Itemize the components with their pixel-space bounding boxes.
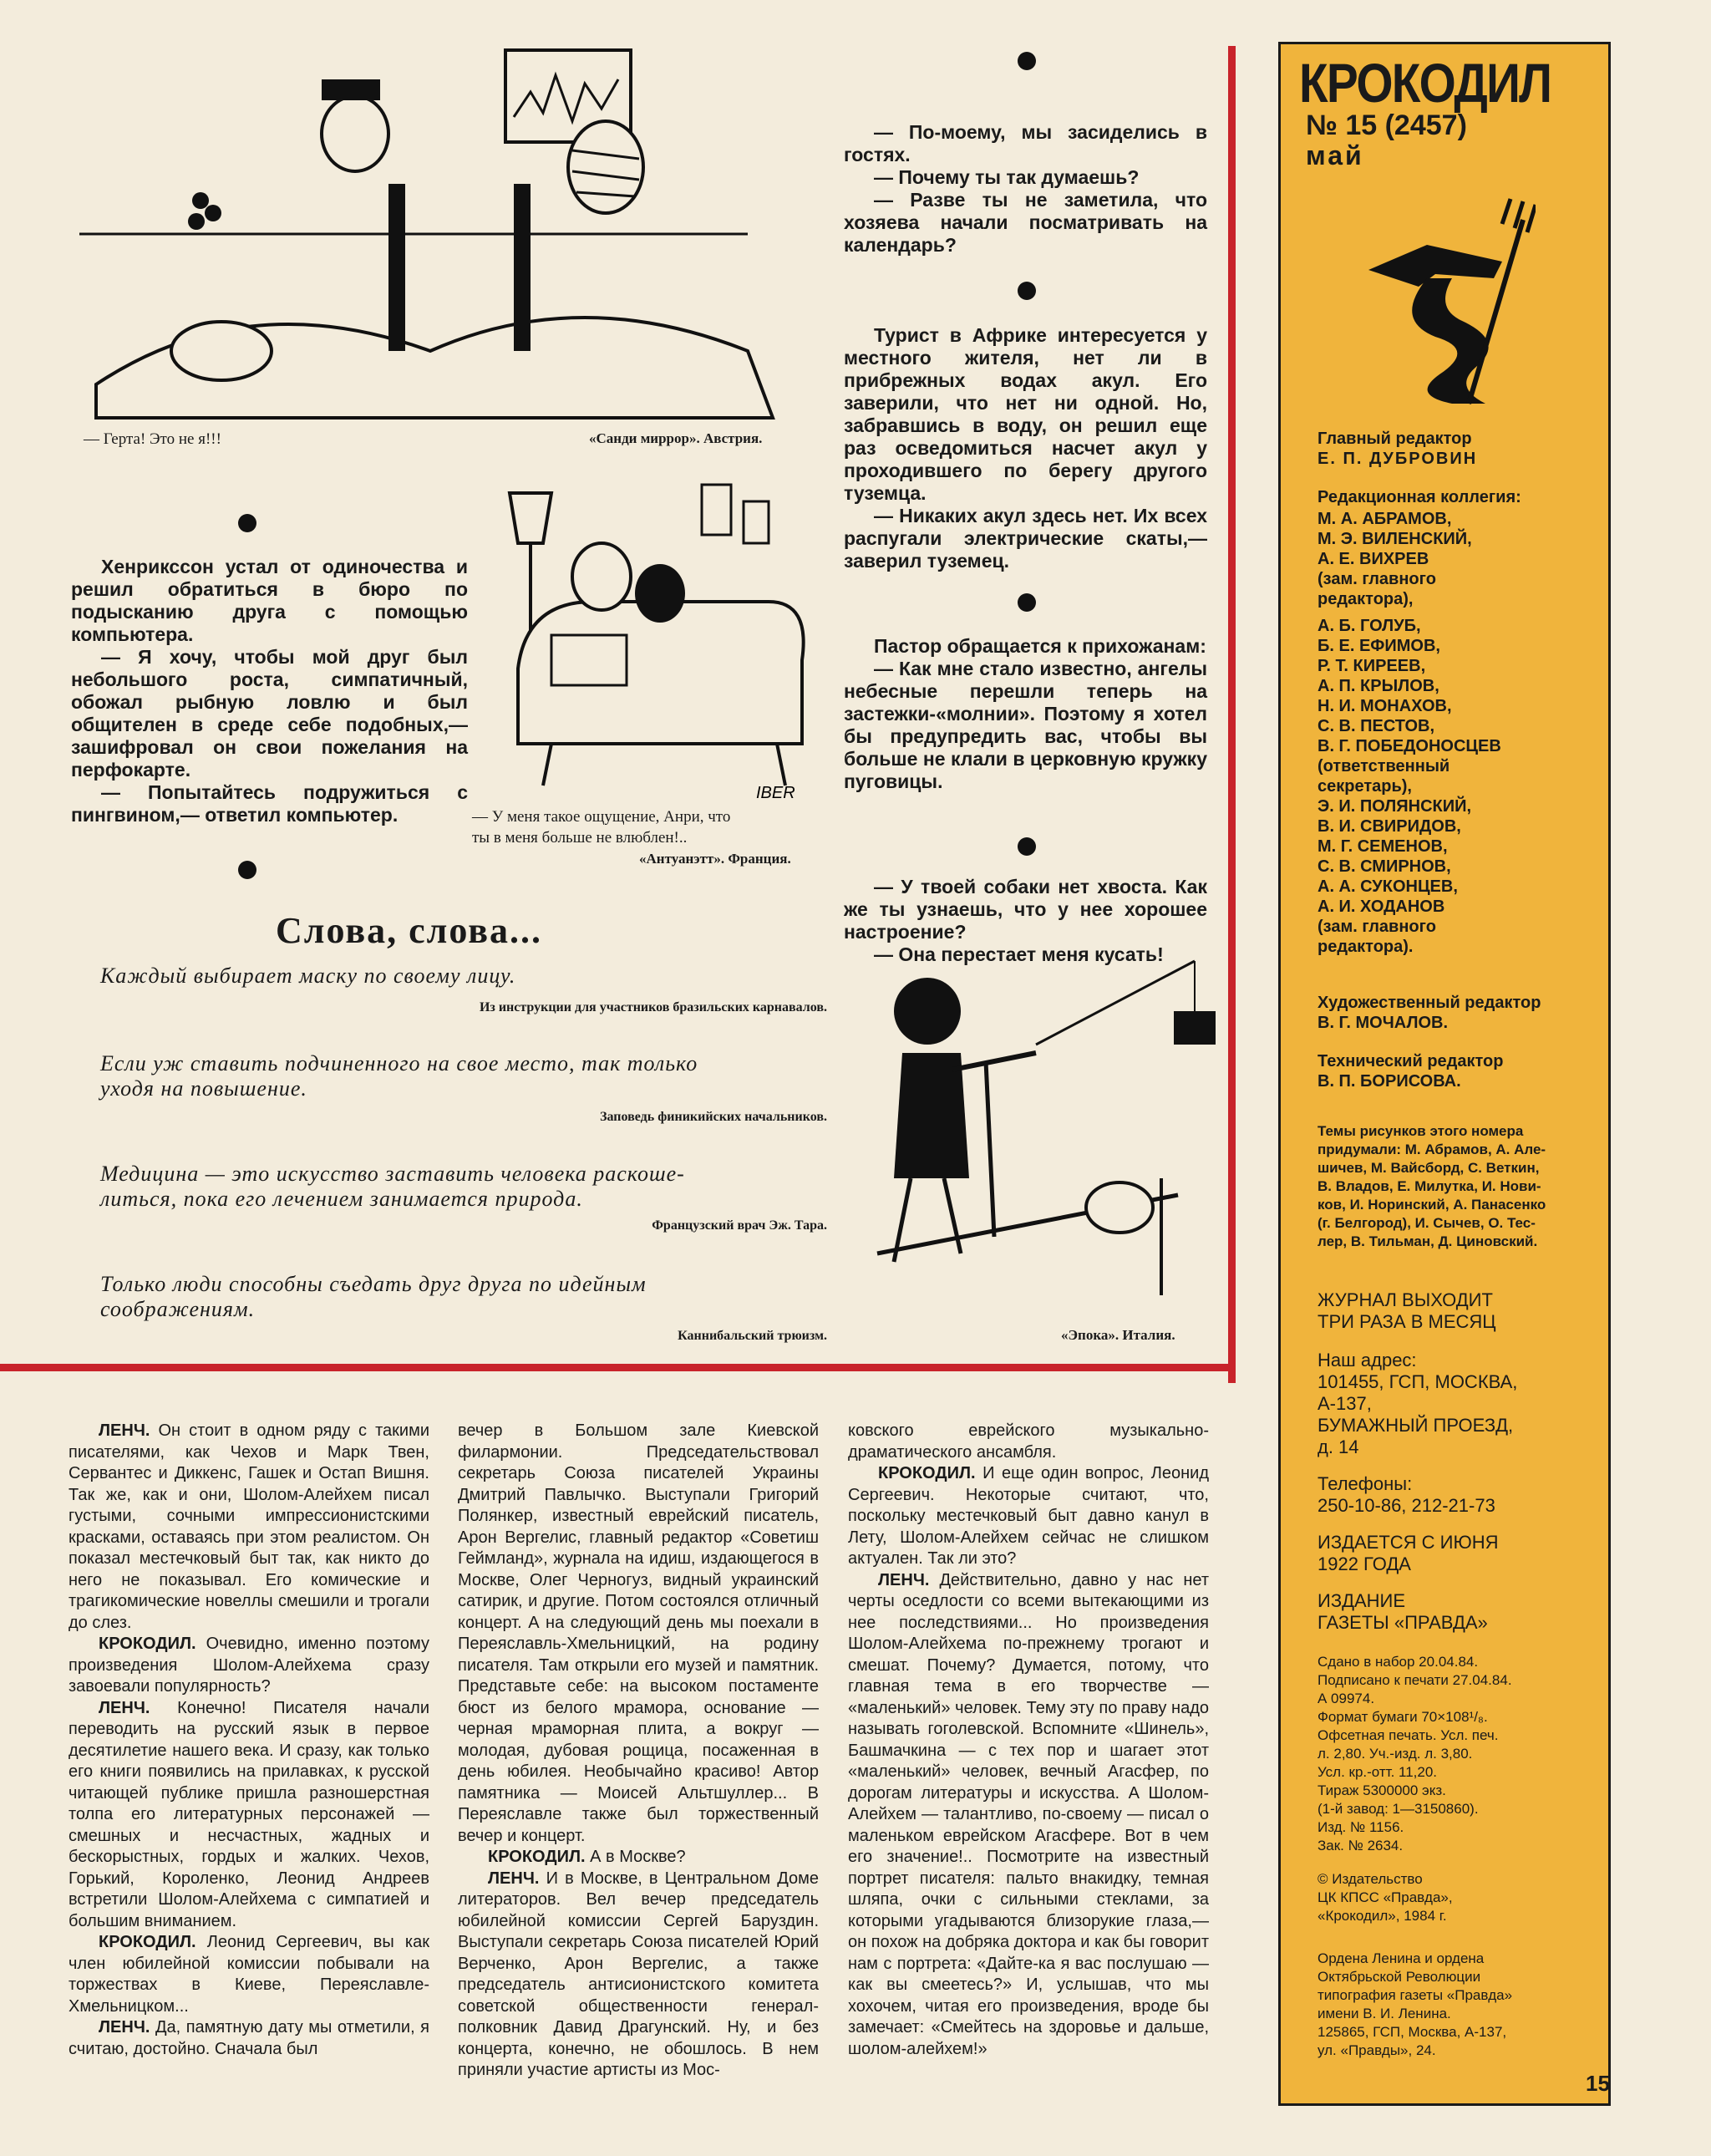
- joke-paragraph: Турист в Африке интересуется у местного жителя, нет ли в прибрежных водах акул. Его заверили, что нет ни одной. Но, забравшись в воду, он решил еще раз осведомиться насчет акул у проходившего по берегу другого туземца.: [844, 324, 1207, 504]
- separator-dot: [238, 514, 256, 532]
- themes-line: придумали: М. Абрамов, А. Але-: [1318, 1142, 1546, 1157]
- red-frame-vertical: [1228, 46, 1236, 1383]
- address-line: 101455, ГСП, МОСКВА,: [1318, 1371, 1518, 1392]
- printer-line: 125865, ГСП, Москва, А-137,: [1318, 2024, 1507, 2040]
- themes-line: (г. Белгород), И. Сычев, О. Тес-: [1318, 1215, 1536, 1231]
- interview-paragraph: [848, 1463, 1209, 1570]
- interview-paragraph: [69, 1698, 429, 1933]
- speaker: ЛЕНЧ.: [99, 2018, 150, 2037]
- joke-paragraph: — Почему ты так думаешь?: [874, 166, 1140, 188]
- board-member: (зам. главного: [1318, 570, 1436, 588]
- interview-paragraph: [69, 1932, 429, 2017]
- quote-text: [100, 1051, 698, 1101]
- tech-editor-name: В. П. БОРИСОВА.: [1318, 1072, 1461, 1091]
- joke-paragraph: — Как мне стало известно, ангелы небесные перешли теперь на застежки-«молнии». Поэтому я хотел бы предупредить вас, чтобы вы больше не клали в церковную кружку пуговицы.: [844, 658, 1207, 792]
- cartoon3-source: «Эпока». Италия.: [1061, 1327, 1175, 1343]
- quote-line: Только люди способны съедать друг друга по идейным: [100, 1272, 647, 1296]
- joke-paragraph: — Никаких акул здесь нет. Их всех распугали электрические скаты,— заверил туземец.: [844, 505, 1207, 572]
- interview-paragraph: [848, 1570, 1209, 2061]
- printer-line: типография газеты «Правда»: [1318, 1987, 1513, 2003]
- red-frame-horizontal: [0, 1364, 1236, 1371]
- address-line: А-137,: [1318, 1393, 1372, 1414]
- board-member: А. П. КРЫЛОВ,: [1318, 677, 1439, 695]
- board-title: Редакционная коллегия:: [1318, 488, 1521, 506]
- interview-paragraph: [458, 1869, 819, 2082]
- board-member: Э. И. ПОЛЯНСКИЙ,: [1318, 797, 1472, 816]
- board-member: Р. Т. КИРЕЕВ,: [1318, 657, 1426, 675]
- board-member: М. Г. СЕМЕНОВ,: [1318, 837, 1448, 856]
- speaker: КРОКОДИЛ.: [488, 1848, 586, 1866]
- quote-source: Заповедь финикийских начальников.: [600, 1110, 827, 1124]
- print-line: Изд. № 1156.: [1318, 1819, 1404, 1835]
- print-line: А 09974.: [1318, 1691, 1375, 1706]
- board-member: (ответственный: [1318, 757, 1450, 775]
- copyright-line: © Издательство: [1318, 1871, 1423, 1887]
- copyright-line: «Крокодил», 1984 г.: [1318, 1908, 1447, 1924]
- since-line: 1922 ГОДА: [1318, 1553, 1411, 1574]
- joke-paragraph: — По-моему, мы засиделись в гостях.: [844, 121, 1207, 165]
- printer-line: ул. «Правды», 24.: [1318, 2042, 1436, 2058]
- copyright: [1318, 1870, 1453, 1925]
- board-member: М. Э. ВИЛЕНСКИЙ,: [1318, 530, 1472, 548]
- address-line: Наш адрес:: [1318, 1350, 1417, 1370]
- board-member: А. Е. ВИХРЕВ: [1318, 550, 1429, 568]
- separator-dot: [1018, 837, 1036, 856]
- joke-paragraph: — У твоей собаки нет хвоста. Как же ты узнаешь, что у нее хорошее настроение?: [844, 876, 1207, 943]
- joke-paragraph: Хенрикссон устал от одиночества и решил обратиться в бюро по подысканию друга с помощью компьютера.: [71, 556, 468, 645]
- quote-source: Из инструкции для участников бразильских карнавалов.: [479, 1000, 827, 1014]
- quote-source: Французский врач Эж. Тара.: [652, 1218, 827, 1233]
- quote-line: уходя на повышение.: [100, 1076, 307, 1101]
- board-member: М. А. АБРАМОВ,: [1318, 510, 1452, 528]
- board-member: Н. И. МОНАХОВ,: [1318, 697, 1452, 715]
- cartoon-treadmill: [844, 944, 1224, 1320]
- speech: вечер в Большом зале Киевской филармонии. Председательствовал секретарь Союза писателей Украины Дмитрий Павлычко. Выступали Григорий Полянкер, известный еврейский писатель, Арон Вергелис, главный редактор «Советиш Геймланд», журнала на идиш, издающегося в Москве, Олег Черногуз, видный украинский сатирик, и другие. Потом состоялся отличный концерт. А на следующий день мы поехали в Переяславль-Хмельницкий, на родину писателя. Там открыли его музей и памятник. Представьте себе: на высоком постаменте бюст из белого мрамора, основание — черная мраморная плита, а вокруг — молодая, дубовая рощица, посаженная в день юбилея. Необычайно красиво! Автор памятника — Моисей Альтшуллер... В Переяславле также был торжественный вечер и концерт.: [458, 1421, 819, 1845]
- speaker: КРОКОДИЛ.: [99, 1635, 196, 1653]
- print-line: Зак. № 2634.: [1318, 1838, 1404, 1853]
- board-member: С. В. СМИРНОВ,: [1318, 857, 1451, 876]
- quote-line: Медицина — это искусство заставить человека раскоше-: [100, 1162, 685, 1186]
- speech: ковского еврейского музыкально-драматического ансамбля.: [848, 1421, 1209, 1462]
- print-line: Сдано в набор 20.04.84.: [1318, 1654, 1479, 1670]
- board-member: С. В. ПЕСТОВ,: [1318, 717, 1435, 735]
- speech: А в Москве?: [585, 1848, 686, 1866]
- print-line: (1-й завод: 1—3150860).: [1318, 1801, 1479, 1817]
- joke-pastor: [844, 635, 1207, 793]
- printer-line: Октябрьской Революции: [1318, 1969, 1481, 1985]
- caption-line: ты в меня больше не влюблен!..: [472, 829, 688, 847]
- address: [1318, 1350, 1517, 1458]
- speech: Действительно, давно у нас нет черты оседлости со всеми вытекающими из нее последствиями... Но произведения Шолом-Алейхема по-прежнему трогают и смешат. Почему? Думается, потому, что главная тема в его творчестве — «маленький» человек. Тему эту по праву надо называть гоголевской. Вспомните «Шинель», Башмачкина — с тех пор и шагает этот «маленький» человек, вечный Агасфер, по дорогам литературы и искусства. А Шолом-Алейхем — талантливо, по-своему — писал о маленьком еврейском Агасфере. Вот в чем его значение!.. Посмотрите на известный портрет писателя: пальто внакидку, темная шляпа, очки с сильными стеклами, за которыми угадываются близорукие глаза,— он похож на добряка доктора и как бы говорит нам с портрета: «Дайте-ка я вас послушаю — как вы смеетесь?» И, услышав, что мы хохочем, читая его произведения, вроде бы замечает: «Смейтесь на здоровье и дальше, шолом-алейхем!»: [848, 1570, 1209, 2058]
- publisher-line: ГАЗЕТЫ «ПРАВДА»: [1318, 1612, 1488, 1633]
- board-member: секретарь),: [1318, 777, 1412, 796]
- speaker: КРОКОДИЛ.: [99, 1933, 196, 1951]
- art-editor-name: В. Г. МОЧАЛОВ.: [1318, 1014, 1449, 1032]
- themes-line: шичев, М. Вайсборд, С. Веткин,: [1318, 1160, 1540, 1176]
- board-member: А. А. СУКОНЦЕВ,: [1318, 877, 1458, 896]
- cartoon1-source: «Санди миррор». Австрия.: [589, 430, 763, 446]
- quote-text: Каждый выбирает маску по своему лицу.: [100, 964, 516, 988]
- print-line: Офсетная печать. Усл. печ.: [1318, 1727, 1499, 1743]
- interview-paragraph: [69, 1634, 429, 1698]
- phones: [1318, 1473, 1495, 1517]
- joke-paragraph: — Она перестает меня кусать!: [874, 943, 1164, 965]
- since-line: ИЗДАЕТСЯ С ИЮНЯ: [1318, 1532, 1499, 1553]
- themes-credits: [1318, 1122, 1546, 1251]
- speaker: ЛЕНЧ.: [488, 1869, 540, 1888]
- cartoon-couple-sofa: [493, 476, 819, 811]
- speaker: ЛЕНЧ.: [99, 1421, 150, 1440]
- publisher: [1318, 1590, 1488, 1634]
- board-member: редактора).: [1318, 938, 1414, 956]
- speech: И в Москве, в Центральном Доме литераторов. Вел вечер председатель юбилейной комиссии Сергей Баруздин. Выступали секретарь Союза писателей Юрий Верченко, Арон Вергелис, а также председатель антисионистского комитета советской общественности генерал-полковник Давид Драгунский. Ну, и без концерта, конечно, не обошлось. В нем приняли участие артисты из Мос-: [458, 1869, 819, 2079]
- board-member: В. Г. ПОБЕДОНОСЦЕВ: [1318, 737, 1501, 755]
- print-details: [1318, 1653, 1512, 1855]
- board-member: В. И. СВИРИДОВ,: [1318, 817, 1461, 836]
- publisher-line: ИЗДАНИЕ: [1318, 1590, 1406, 1611]
- quote-source: Каннибальский трюизм.: [678, 1329, 827, 1343]
- joke-henriksson: [71, 556, 468, 826]
- cartoon2-caption: [472, 806, 730, 848]
- frequency-line: ТРИ РАЗА В МЕСЯЦ: [1318, 1311, 1496, 1332]
- separator-dot: [1018, 52, 1036, 70]
- printer-line: имени В. И. Ленина.: [1318, 2006, 1451, 2021]
- cartoon2-source: «Антуанэтт». Франция.: [639, 851, 791, 867]
- interview-column-1: [69, 1421, 429, 2060]
- interview-paragraph: [69, 2017, 429, 2060]
- art-editor-title: Художественный редактор: [1318, 994, 1541, 1012]
- board-member: (зам. главного: [1318, 918, 1436, 936]
- joke-paragraph: — Я хочу, чтобы мой друг был небольшого роста, симпатичный, обожал рыбную ловлю и был общителен в среде себе подобных,— зашифровал он свои пожелания на перфокарте.: [71, 646, 468, 781]
- board-member: редактора),: [1318, 590, 1414, 608]
- print-line: л. 2,80. Уч.-изд. л. 3,80.: [1318, 1746, 1473, 1762]
- separator-dot: [1018, 593, 1036, 612]
- speech: Он стоит в одном ряду с такими писателями, как Чехов и Марк Твен, Сервантес и Диккенс, Гашек и Остап Вишня. Так же, как и они, Шолом-Алейхем писал густыми, сочными импрессионистскими красками, оставаясь при этом реалистом. Он показал местечковый быт так, как никто до него не показывал. Его комические и трагикомические новеллы смешили и трогали до слез.: [69, 1421, 429, 1632]
- board-member: А. И. ХОДАНОВ: [1318, 897, 1445, 916]
- crocodile-logo-icon: [1360, 195, 1536, 420]
- phones-line: 250-10-86, 212-21-73: [1318, 1495, 1495, 1516]
- board-list: [1318, 509, 1501, 957]
- page-number: 15: [1586, 2071, 1610, 2096]
- joke-paragraph: Пастор обращается к прихожанам:: [874, 635, 1206, 657]
- quote-text: [100, 1162, 685, 1212]
- copyright-line: ЦК КПСС «Правда»,: [1318, 1889, 1453, 1905]
- joke-paragraph: — Попытайтесь подружиться с пингвином,— ответил компьютер.: [71, 781, 468, 826]
- cartoonist-signature: IBER: [756, 784, 795, 802]
- speech: Конечно! Писателя начали переводить на русский язык в первое десятилетие нашего века. И сразу, как только его книги появились на прилавках, к русской читающей публике пришла разношерстная толпа его литературных персонажей — смешных и несчастных, жадных и бескорыстных, гордых и жалких. Чехов, Горький, Короленко, Леонид Андреев встретили Шолом-Алейхема с симпатией и большим вниманием.: [69, 1698, 429, 1930]
- print-line: Усл. кр.-отт. 11,20.: [1318, 1764, 1438, 1780]
- interview-paragraph: [69, 1421, 429, 1634]
- board-member: Б. Е. ЕФИМОВ,: [1318, 637, 1440, 655]
- tech-editor-title: Технический редактор: [1318, 1052, 1504, 1070]
- published-since: [1318, 1532, 1499, 1575]
- frequency: [1318, 1289, 1496, 1333]
- themes-line: Темы рисунков этого номера: [1318, 1123, 1524, 1139]
- section-title: Слова, слова...: [276, 910, 543, 951]
- speaker: КРОКОДИЛ.: [878, 1464, 976, 1482]
- speech: И еще один вопрос, Леонид Сергеевич. Некоторые считают, что, поскольку местечковый быт давно канул в Лету, Шолом-Алейхем сейчас не слишком актуален. Так ли это?: [848, 1464, 1209, 1568]
- issue-month: май: [1306, 140, 1364, 170]
- interview-column-2: [458, 1421, 819, 2082]
- joke-guests: [844, 121, 1207, 257]
- address-line: БУМАЖНЫЙ ПРОЕЗД,: [1318, 1415, 1514, 1436]
- speech: Очевидно, именно поэтому произведения Шолом-Алейхема сразу завоевали популярность?: [69, 1635, 429, 1696]
- print-line: Подписано к печати 27.04.84.: [1318, 1672, 1512, 1688]
- chief-editor-name: Е. П. ДУБРОВИН: [1318, 450, 1478, 468]
- frequency-line: ЖУРНАЛ ВЫХОДИТ: [1318, 1289, 1493, 1310]
- themes-line: В. Владов, Е. Милутка, И. Нови-: [1318, 1178, 1541, 1194]
- issue-number: № 15 (2457): [1306, 109, 1467, 141]
- separator-dot: [1018, 282, 1036, 300]
- printer-line: Ордена Ленина и ордена: [1318, 1950, 1485, 1966]
- interview-paragraph: [458, 1421, 819, 1847]
- interview-paragraph: [848, 1421, 1209, 1463]
- quote-text: [100, 1272, 647, 1322]
- joke-paragraph: — Разве ты не заметила, что хозяева начали посматривать на календарь?: [844, 189, 1207, 256]
- speaker: ЛЕНЧ.: [878, 1570, 930, 1589]
- caption-line: — У меня такое ощущение, Анри, что: [472, 808, 731, 826]
- quote-line: Если уж ставить подчиненного на свое место, так только: [100, 1051, 698, 1075]
- print-line: Формат бумаги 70×108¹/₈.: [1318, 1709, 1488, 1725]
- quote-line: соображениям.: [100, 1297, 256, 1321]
- speaker: ЛЕНЧ.: [99, 1698, 150, 1717]
- chief-editor-title: Главный редактор: [1318, 430, 1472, 448]
- themes-line: ков, И. Норинский, А. Панасенко: [1318, 1197, 1546, 1213]
- joke-sharks: [844, 324, 1207, 572]
- quote-line: литься, пока его лечением занимается природа.: [100, 1187, 583, 1211]
- themes-line: лер, В. Тильман, Д. Циновский.: [1318, 1233, 1538, 1249]
- masthead-sidebar: [1278, 42, 1611, 2106]
- separator-dot: [238, 861, 256, 879]
- interview-paragraph: [458, 1847, 819, 1869]
- printer-info: [1318, 1950, 1512, 2060]
- phones-line: Телефоны:: [1318, 1473, 1413, 1494]
- speech: Да, памятную дату мы отметили, я считаю, достойно. Сначала был: [69, 2018, 429, 2058]
- interview-column-3: [848, 1421, 1209, 2060]
- speech: Леонид Сергеевич, вы как член юбилейной комиссии побывали на торжествах в Киеве, Переяславле-Хмельницком...: [69, 1933, 429, 2016]
- cartoon1-caption: — Герта! Это не я!!!: [84, 430, 221, 448]
- board-member: А. Б. ГОЛУБ,: [1318, 617, 1421, 635]
- print-line: Тираж 5300000 экз.: [1318, 1782, 1446, 1798]
- magazine-logo: КРОКОДИЛ: [1299, 52, 1551, 114]
- address-line: д. 14: [1318, 1436, 1359, 1457]
- cartoon-hospital: [79, 33, 815, 426]
